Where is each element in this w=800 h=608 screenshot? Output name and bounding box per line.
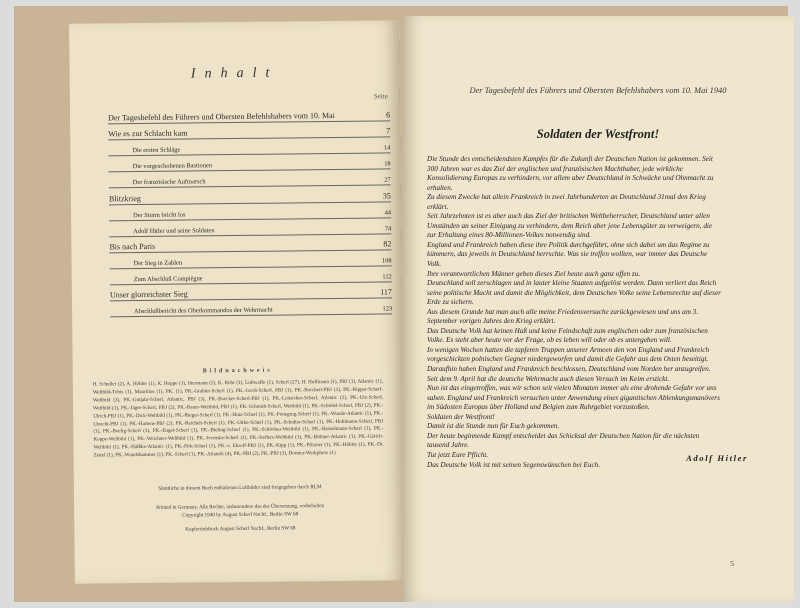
printer-line: Kupfertiefdruck August Scherl Nachf., Berlin SW 68 (185, 525, 296, 533)
toc-row (110, 299, 392, 318)
toc-entry-label: Zum Abschluß Compiègne (133, 275, 203, 284)
toc-entry-label: Abschlußbericht des Oberkommandos der Wehrmacht (134, 306, 273, 316)
toc-entry-label: Der Sturm bricht los (133, 211, 186, 219)
photo-credits-title: Bildnachweis (202, 367, 273, 375)
toc-entry-page: 6 (386, 110, 391, 120)
toc-entry-label: Der französische Aufmarsch (132, 178, 206, 187)
toc-entry-page: 123 (382, 305, 393, 313)
body-paragraph: Zu diesem Zwecke hat allein Frankreich in zwei Jahrhunderten an Deutschland 31mal den Krieg erklärt. (427, 193, 706, 211)
toc-entry-label: Adolf Hitler und seine Soldaten (133, 226, 215, 235)
toc-entry-label: Bis nach Paris (109, 241, 156, 252)
toc-entry-label: Die vorgeschobenen Bastionen (132, 162, 213, 171)
toc-entry-page: 18 (384, 160, 391, 168)
table-of-contents (108, 105, 392, 317)
photo-credits-text: H. Schuller (2), A. Höhler (1), K. Hoppe (1), Ittermann (2), K. Röhr (1), Luftwaffe (1), Scherl (27), H. Hoffmann (1), PBJ (1), Atlantic (1), Weltbild-Tobis (1), Mauritius (1), PK. (1), PK.-Grabler-Scherl (1), PK.-Jacob-Scherl, PBJ (1), PK.-Borchert-PBJ (1), PK.-Ripper-Scherl-Weltbild (3), PK.-Gutjahr-Scherl, Atlantic, PBJ (3), PK.-Boecker-Scherl-PBJ (1), PK.-Leitsicher-Scherl, Atlantic (1), PK.-Utz-Scherl, Weltbild (1), PK.-Jäger-Scherl, PBJ (2), PK.-Bauer-Weltbild, PBJ (1), PK.-Schmidt-Scherl, Weltbild (1), PK.-Schödel-Scherl, PBJ (2), PK.-Ulrich-PBJ (1), PK.-Dick-Weltbild (1), PK.-Rieger-Scherl (1), PK.-Hutz-Scherl (1), PK.-Ponegrug-Scherl (1), PK.-Wunde-Atlantic (1), PK.-Utrecht-PBJ (1), PK.-Hartens-PBJ (2), PK.-Reichelt-Scherl (1), PK.-Uttke-Scherl (1), PK.-Schulter-Scherl (1), PK.-Hohlmann-Scherl, PBJ (1), PK.-Boelig-Scherl (1), PK.-Engel-Scherl (1), PK.-Bieling-Scherl (1), PK.-Schloltau-Weltbild (1), PK.-Hanselmann-Scherl (1), PK.-Koppe-Weltbild (1), PK.-Weichner-Weltbild (1), PK.-Jvernske-Scherl (1), PK.-Ireflers-Weltbild (1), PK.-Büttner-Atlantic (1), PK.-Gärich-Weltbild (1), PK.-Hälßke-Atlantic (1), PK.-Pirk-Scherl (1), PK.-v. Ekroff-PBJ (1), PK.-Kipp (1), PK.-Pfitzner (1), PK.-Hülitte (1), PK.-Dr. Zettel (1), PK.-Wundshammer (1), PK.-Scherl (1), PK.-Atlantik (4), PK.-PBJ (2), PK.-PBJ (3), Dornier-Werkphoto (1) (92, 378, 384, 459)
page-heading: Soldaten der Westfront! (536, 127, 660, 141)
body-paragraph: Seit Jahrzehnten ist es aber auch das Ziel der britischen Weltbeherrscher, Deutschland unter allen Umständen an seiner Einigung zu verhindern, dem Reich aber jene Lebensgüter zu verweigern, die zur Erhaltung eines 80-Millionen-Volkes notwendig sind. (427, 212, 713, 240)
body-paragraph: Ihre verantwortlichen Männer geben dieses Ziel heute auch ganz offen zu. (427, 269, 641, 278)
toc-entry-label: Blitzkrieg (108, 193, 141, 203)
toc-entry-label: Der Sieg in Zahlen (133, 259, 183, 268)
toc-title: Inhalt (190, 65, 279, 82)
page-number: 5 (730, 559, 734, 568)
page-column-label: Seite (373, 92, 388, 101)
body-paragraph: Soldaten der Westfront! (427, 412, 495, 421)
body-text (427, 155, 721, 470)
body-paragraph: Der heute beginnende Kampf entscheidet das Schicksal der Deutschen Nation für die nächsten tausend Jahre. (427, 431, 700, 450)
body-paragraph: Deutschland soll zerschlagen und in lauter kleine Staaten aufgelöst werden. Dann verliert das Reich seine politische Macht und damit die Möglichkeit, dem Deutschen Volke seine Lebensrechte auf dieser Erde zu sichern. (427, 279, 721, 307)
body-paragraph: England und Frankreich haben diese ihre Politik durchgeführt, ohne sich dabei um das Regime zu kümmern, das jeweils in Deutschland herrschte. Was sie treffen wollten, war immer das Deutsche Volk. (427, 240, 710, 269)
toc-entry-page: 35 (382, 190, 391, 201)
toc-entry-label: Die ersten Schläge (132, 146, 181, 155)
toc-entry-page: 14 (383, 144, 391, 152)
aerial-photo-notice: Sämtliche in diesem Buch enthaltenen Luftbilder sind freigegeben durch RLM (158, 484, 322, 492)
signature: Adolf Hitler (686, 453, 748, 463)
page-header: Der Tagesbefehl des Führers und Obersten Befehlshabers vom 10. Mai 1940 (469, 86, 727, 95)
body-paragraph: Seit dem 9. April hat die deutsche Wehrmacht auch diesen Versuch im Keim erstickt. (427, 374, 670, 383)
body-paragraph: In wenigen Wochen hatten die tapferen Truppen unserer Armeen den von England und Frankreich vorgeschickten polnischen Gegner niedergeworfen und damit die Gefahr aus dem Osten beseitigt. Daraufhin haben England und Frankreich beschlossen, Deutschland vom Norden her anzugreifen. (427, 345, 711, 374)
toc-entry-page: 7 (386, 126, 391, 136)
body-paragraph: Das Deutsche Volk hat keinen Haß und keine Feindschaft zum englischen oder zum französischen Volke. Es steht aber heute vor der Frage, ob es leben will oder ob es untergehen will. (427, 326, 708, 345)
body-paragraph: Das Deutsche Volk ist mit seinen Segenswünschen bei Euch. (427, 460, 601, 469)
toc-entry-page: 82 (383, 239, 392, 249)
open-book (14, 6, 788, 602)
toc-entry-page: 74 (384, 225, 392, 233)
copyright-line: Copyright 1940 by August Scherl Nachf., Berlin SW 68 (182, 511, 299, 519)
toc-entry-page: 112 (382, 273, 392, 281)
body-paragraph: Nun ist das eingetroffen, was wir schon seit vielen Monaten immer als eine drohende Gefahr vor uns sahen. England und Frankreich versuchen unter Anwendung eines gigantischen Ablenkungsmanövers im Südosten Europas über Holland und Belgien zum Ruhrgebiet vorzustoßen. (427, 384, 720, 412)
toc-entry-page: 108 (381, 257, 392, 265)
toc-entry-page: 27 (384, 176, 391, 184)
toc-entry-label: Der Tagesbefehl des Führers und Obersten Befehlshabers vom 10. Mai (108, 111, 335, 123)
body-paragraph: Aus diesem Grunde hat man auch alle meine Friedensversuche zurückgewiesen und uns am 3. September vorigen Jahres den Krieg erklärt. (427, 307, 699, 326)
toc-entry-page: 117 (380, 287, 392, 297)
body-paragraph: Tut jetzt Eure Pflicht. (427, 450, 489, 459)
toc-entry-label: Wie es zur Schlacht kam (108, 128, 188, 139)
right-page-order-of-day (402, 16, 794, 602)
body-paragraph: Die Stunde des entscheidendsten Kampfes für die Zukunft der Deutschen Nation ist gekommen. Seit 300 Jahren war es das Ziel der englischen und französischen Machthaber, jede wirkliche Konsolidierung Europas zu verhindern, vor allem aber Deutschland in Schwäche und Ohnmacht zu erhalten. (427, 155, 714, 192)
toc-entry-page: 44 (384, 209, 392, 217)
toc-entry-label: Unser glorreichster Sieg (109, 289, 188, 300)
rights-notice: Printed in Germany. Alle Rechte, insbesondere das der Übersetzung, vorbehalten (156, 503, 325, 511)
body-paragraph: Damit ist die Stunde nun für Euch gekommen. (427, 422, 560, 431)
left-page-contents (69, 20, 405, 583)
